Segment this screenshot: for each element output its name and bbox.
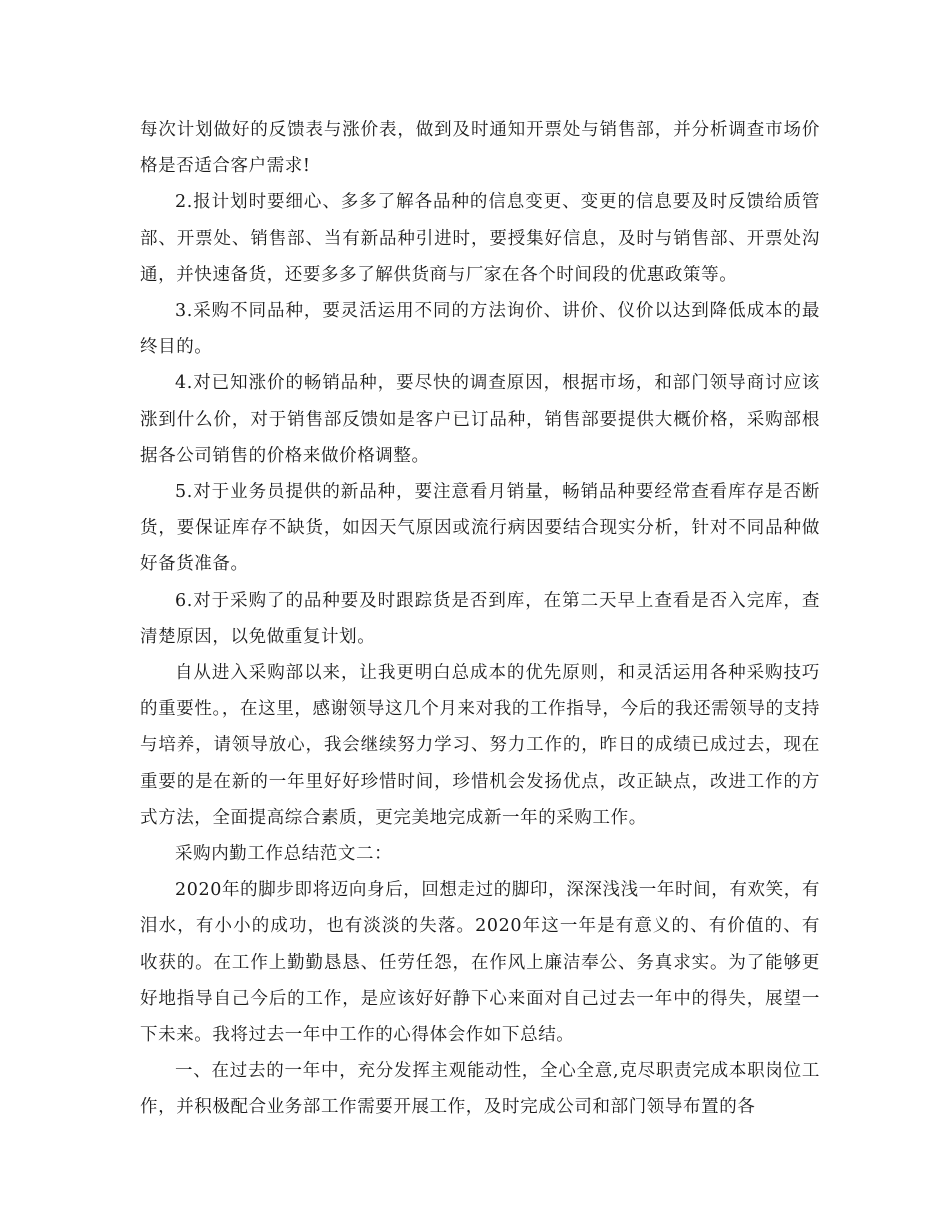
paragraph-continuation: 每次计划做好的反馈表与涨价表，做到及时通知开票处与销售部，并分析调查市场价格是否适合客户需求! (140, 120, 820, 177)
document-page (140, 112, 820, 1126)
paragraph-closing: 自从进入采购部以来，让我更明白总成本的优先原则，和灵活运用各种采购技巧的重要性。，在这里，感谢领导这几个月来对我的工作指导，今后的我还需领导的支持与培养，请领导放心，我会继续努力学习、努力工作的，昨日的成绩已成过去，现在重要的是在新的一年里好好珍惜时间，珍惜机会发扬优点，改正缺点，改进工作的方式方法，全面提高综合素质，更完美地完成新一年的采购工作。 (140, 663, 820, 828)
paragraph-item-6: 6.对于采购了的品种要及时跟踪货是否到库，在第二天早上查看是否入完库，查清楚原因，以免做重复计划。 (140, 590, 820, 647)
section-heading: 采购内勤工作总结范文二： (175, 844, 393, 865)
paragraph-item-3: 3.采购不同品种，要灵活运用不同的方法询价、讲价、仪价以达到降低成本的最终目的。 (140, 301, 820, 358)
paragraph-item-4: 4.对已知涨价的畅销品种，要尽快的调查原因，根据市场，和部门领导商讨应该涨到什么价，对于销售部反馈如是客户已订品种，销售部要提供大概价格，采购部根据各公司销售的价格来做价格调整。 (140, 373, 820, 466)
paragraph-intro: 2020年的脚步即将迈向身后，回想走过的脚印，深深浅浅一年时间，有欢笑，有泪水，有小小的成功，也有淡淡的失落。2020年这一年是有意义的、有价值的、有收获的。在工作上勤勤恳恳、任劳任怨，在作风上廉洁奉公、务真求实。为了能够更好地指导自己今后的工作，是应该好好静下心来面对自己过去一年中的得失，展望一下未来。我将过去一年中工作的心得体会作如下总结。 (140, 880, 820, 1046)
paragraph-item-5: 5.对于业务员提供的新品种，要注意看月销量，畅销品种要经常查看库存是否断货，要保证库存不缺货，如因天气原因或流行病因要结合现实分析，针对不同品种做好备货准备。 (140, 482, 820, 575)
paragraph-item-2: 2.报计划时要细心、多多了解各品种的信息变更、变更的信息要及时反馈给质管部、开票处、销售部、当有新品种引进时，要授集好信息，及时与销售部、开票处沟通，并快速备货，还要多多了解供货商与厂家在各个时间段的优惠政策等。 (140, 192, 820, 285)
paragraph-point-one: 一、在过去的一年中，充分发挥主观能动性，全心全意,克尽职责完成本职岗位工作，并积极配合业务部工作需要开展工作，及时完成公司和部门领导布置的各 (140, 1061, 820, 1118)
